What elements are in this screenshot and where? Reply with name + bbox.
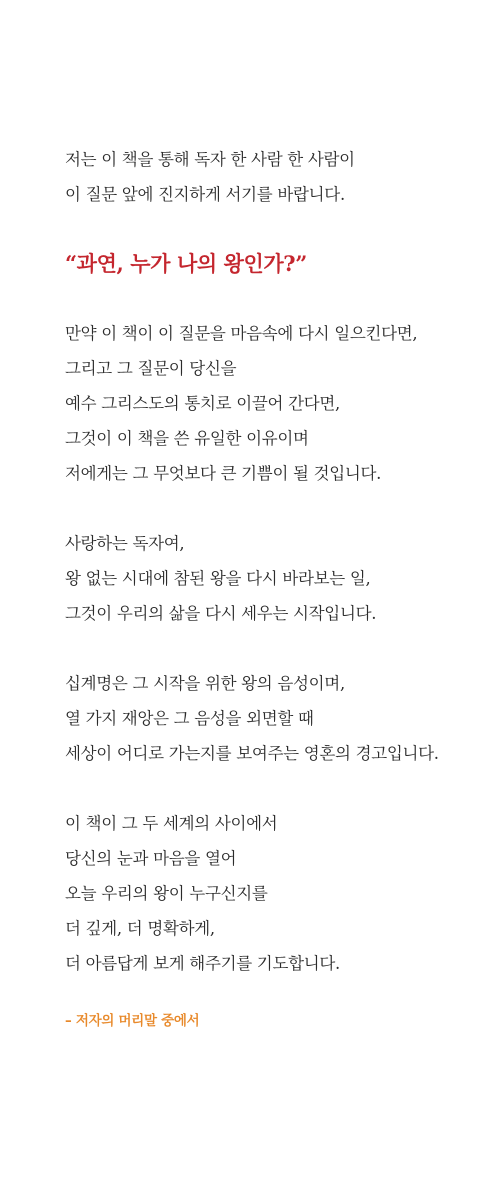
preface-excerpt — [65, 142, 490, 1031]
paragraph-1-line-5: 저에게는 그 무엇보다 큰 기쁨이 될 것입니다. — [65, 464, 382, 483]
paragraph-3-line-2: 열 가지 재앙은 그 음성을 외면할 때 — [65, 709, 314, 728]
paragraph-1 — [65, 316, 490, 491]
paragraph-4 — [65, 806, 490, 981]
paragraph-3 — [65, 666, 490, 771]
paragraph-3-line-1: 십계명은 그 시작을 위한 왕의 음성이며, — [65, 674, 345, 693]
paragraph-3-line-3: 세상이 어디로 가는지를 보여주는 영혼의 경고입니다. — [65, 744, 439, 763]
paragraph-2-line-2: 왕 없는 시대에 참된 왕을 다시 바라보는 일, — [65, 569, 371, 588]
paragraph-4-line-2: 당신의 눈과 마음을 열어 — [65, 849, 237, 868]
paragraph-2-line-1: 사랑하는 독자여, — [65, 534, 185, 553]
paragraph-4-line-4: 더 깊게, 더 명확하게, — [65, 919, 215, 938]
paragraph-2-line-3: 그것이 우리의 삶을 다시 세우는 시작입니다. — [65, 604, 377, 623]
paragraph-1-line-4: 그것이 이 책을 쓴 유일한 이유이며 — [65, 429, 309, 448]
intro-line-2: 이 질문 앞에 진지하게 서기를 바랍니다. — [65, 185, 345, 204]
signature-attribution: – 저자의 머리말 중에서 — [65, 1013, 200, 1029]
paragraph-1-line-3: 예수 그리스도의 통치로 이끌어 간다면, — [65, 394, 340, 413]
paragraph-1-line-1: 만약 이 책이 이 질문을 마음속에 다시 일으킨다면, — [65, 324, 418, 343]
intro-line-1: 저는 이 책을 통해 독자 한 사람 한 사람이 — [65, 150, 355, 169]
paragraph-2 — [65, 526, 490, 631]
paragraph-4-line-1: 이 책이 그 두 세계의 사이에서 — [65, 814, 278, 833]
key-question-quote: “과연, 누가 나의 왕인가?” — [65, 251, 307, 276]
paragraph-1-line-2: 그리고 그 질문이 당신을 — [65, 359, 237, 378]
paragraph-4-line-3: 오늘 우리의 왕이 누구신지를 — [65, 884, 268, 903]
paragraph-4-line-5: 더 아름답게 보게 해주기를 기도합니다. — [65, 954, 340, 973]
intro-paragraph — [65, 142, 490, 212]
